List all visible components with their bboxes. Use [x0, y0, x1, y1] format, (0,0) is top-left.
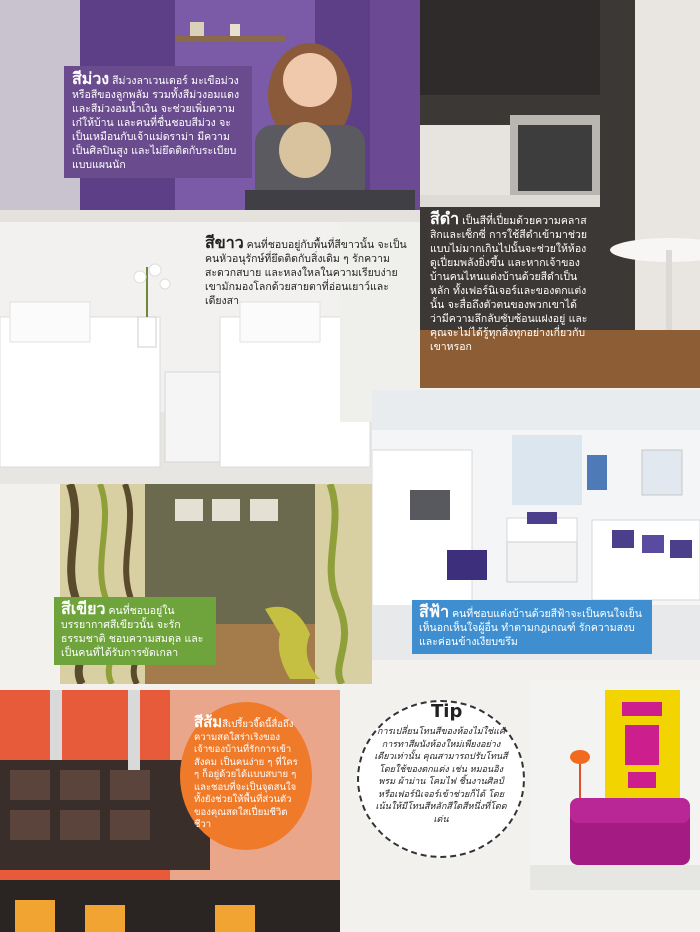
caption-orange-text: สีเปรี้ยวจี๊ดนี้สื่อถึงความสดใสร่าเริงของเจ้าของบ้านที่รักการเข้าสังคม เป็นคนง่าย ๆ ที่ใคร ๆ ก็อยู่ด้วยได้แบบสบาย ๆ และชอบที่จะเป็นจุดสนใจ ทั้งยังช่วยให้พื้นที่ส่วนตัวของคุณสดใสเปี่ยมชีวิตชีวา	[194, 719, 298, 830]
tip-title: Tip	[431, 701, 463, 722]
caption-blue	[412, 600, 652, 654]
magenta-sofa-illustration	[530, 680, 700, 890]
caption-green-text: คนที่ชอบอยู่ในบรรยากาศสีเขียวนั้น จะรักธรรมชาติ ชอบความสมดุล และเป็นคนที่ได้รับการขัดเกลา	[61, 605, 204, 659]
caption-white-text: คนที่ชอบอยู่กับพื้นที่สีขาวนั้น จะเป็นคนหัวอนุรักษ์ที่ยึดติดกับสิ่งเดิม ๆ รักความสะดวกสบาย และหลงใหลในความเรียบง่าย เขามักมองโลกด้วยสายตาที่อ่อนเยาว์และเดียงสา	[205, 239, 407, 307]
caption-orange	[180, 702, 312, 850]
caption-black-text: เป็นสีที่เปี่ยมด้วยความคลาสสิกและเซ็กซี่ การใช้สีดำเข้ามาช่วยแบบไม่มากเกินไปนั้นจะช่วยให้ห้องดูเปี่ยมพลังยิ่งขึ้น และหากเจ้าของบ้านคนไหนแต่งบ้านด้วยสีดำเป็นหลัก ทั้งเฟอร์นิเจอร์และของตกแต่งนั้น จะสื่อถึงตัวตนของพวกเขาได้ว่ามีความลึกลับซับซ้อนแฝงอยู่ และคุณจะไม่ได้รู้ทุกสิ่งทุกอย่างเกี่ยวกับเขาหรอก	[430, 215, 588, 353]
caption-purple-text: สีม่วงลาเวนเดอร์ มะเขือม่วง หรือสีของลูกพลัม รวมทั้งสีม่วงอมแดง และสีม่วงอมน้ำเงิน จะช่วยเพิ่มความเก๋ให้บ้าน และคนที่ชื่นชอบสีม่วง จะเป็นเหมือนกับเจ้าแม่ดราม่า มีความเป็นศิลปินสูง และไม่ยึดติดกับระเบียบแบบแผนนัก	[72, 75, 240, 171]
caption-white	[205, 233, 410, 308]
caption-purple-heading: สีม่วง	[72, 69, 110, 88]
caption-green-heading: สีเขียว	[61, 599, 106, 618]
caption-orange-heading: สีส้ม	[194, 713, 223, 731]
caption-white-heading: สีขาว	[205, 233, 244, 252]
photo-magenta-sofa	[530, 680, 700, 890]
tip-bubble	[357, 700, 525, 858]
caption-purple	[64, 66, 252, 178]
caption-black-heading: สีดำ	[430, 209, 460, 228]
caption-green	[54, 597, 216, 665]
caption-blue-heading: สีฟ้า	[419, 602, 450, 621]
caption-black	[430, 209, 588, 354]
tip-text: การเปลี่ยนโทนสีของห้องไม่ใช่แค่การทาสีผนังห้องใหม่เพียงอย่างเดียวเท่านั้น คุณสามารถปรับโทนสีโดยใช้ของตกแต่ง เช่น หมอนอิง พรม ผ้าม่าน โคมไฟ ชิ้นงานศิลป์ หรือเฟอร์นิเจอร์เข้าช่วยก็ได้ โดยเน้นให้มีโทนสีหลักสีใดสีหนึ่งที่โดดเด่น	[374, 727, 508, 825]
caption-blue-text: คนที่ชอบแต่งบ้านด้วยสีฟ้าจะเป็นคนใจเย็น เห็นอกเห็นใจผู้อื่น ทำตามกฎเกณฑ์ รักความสงบ และค่อนข้างเงียบขรึม	[419, 608, 642, 648]
